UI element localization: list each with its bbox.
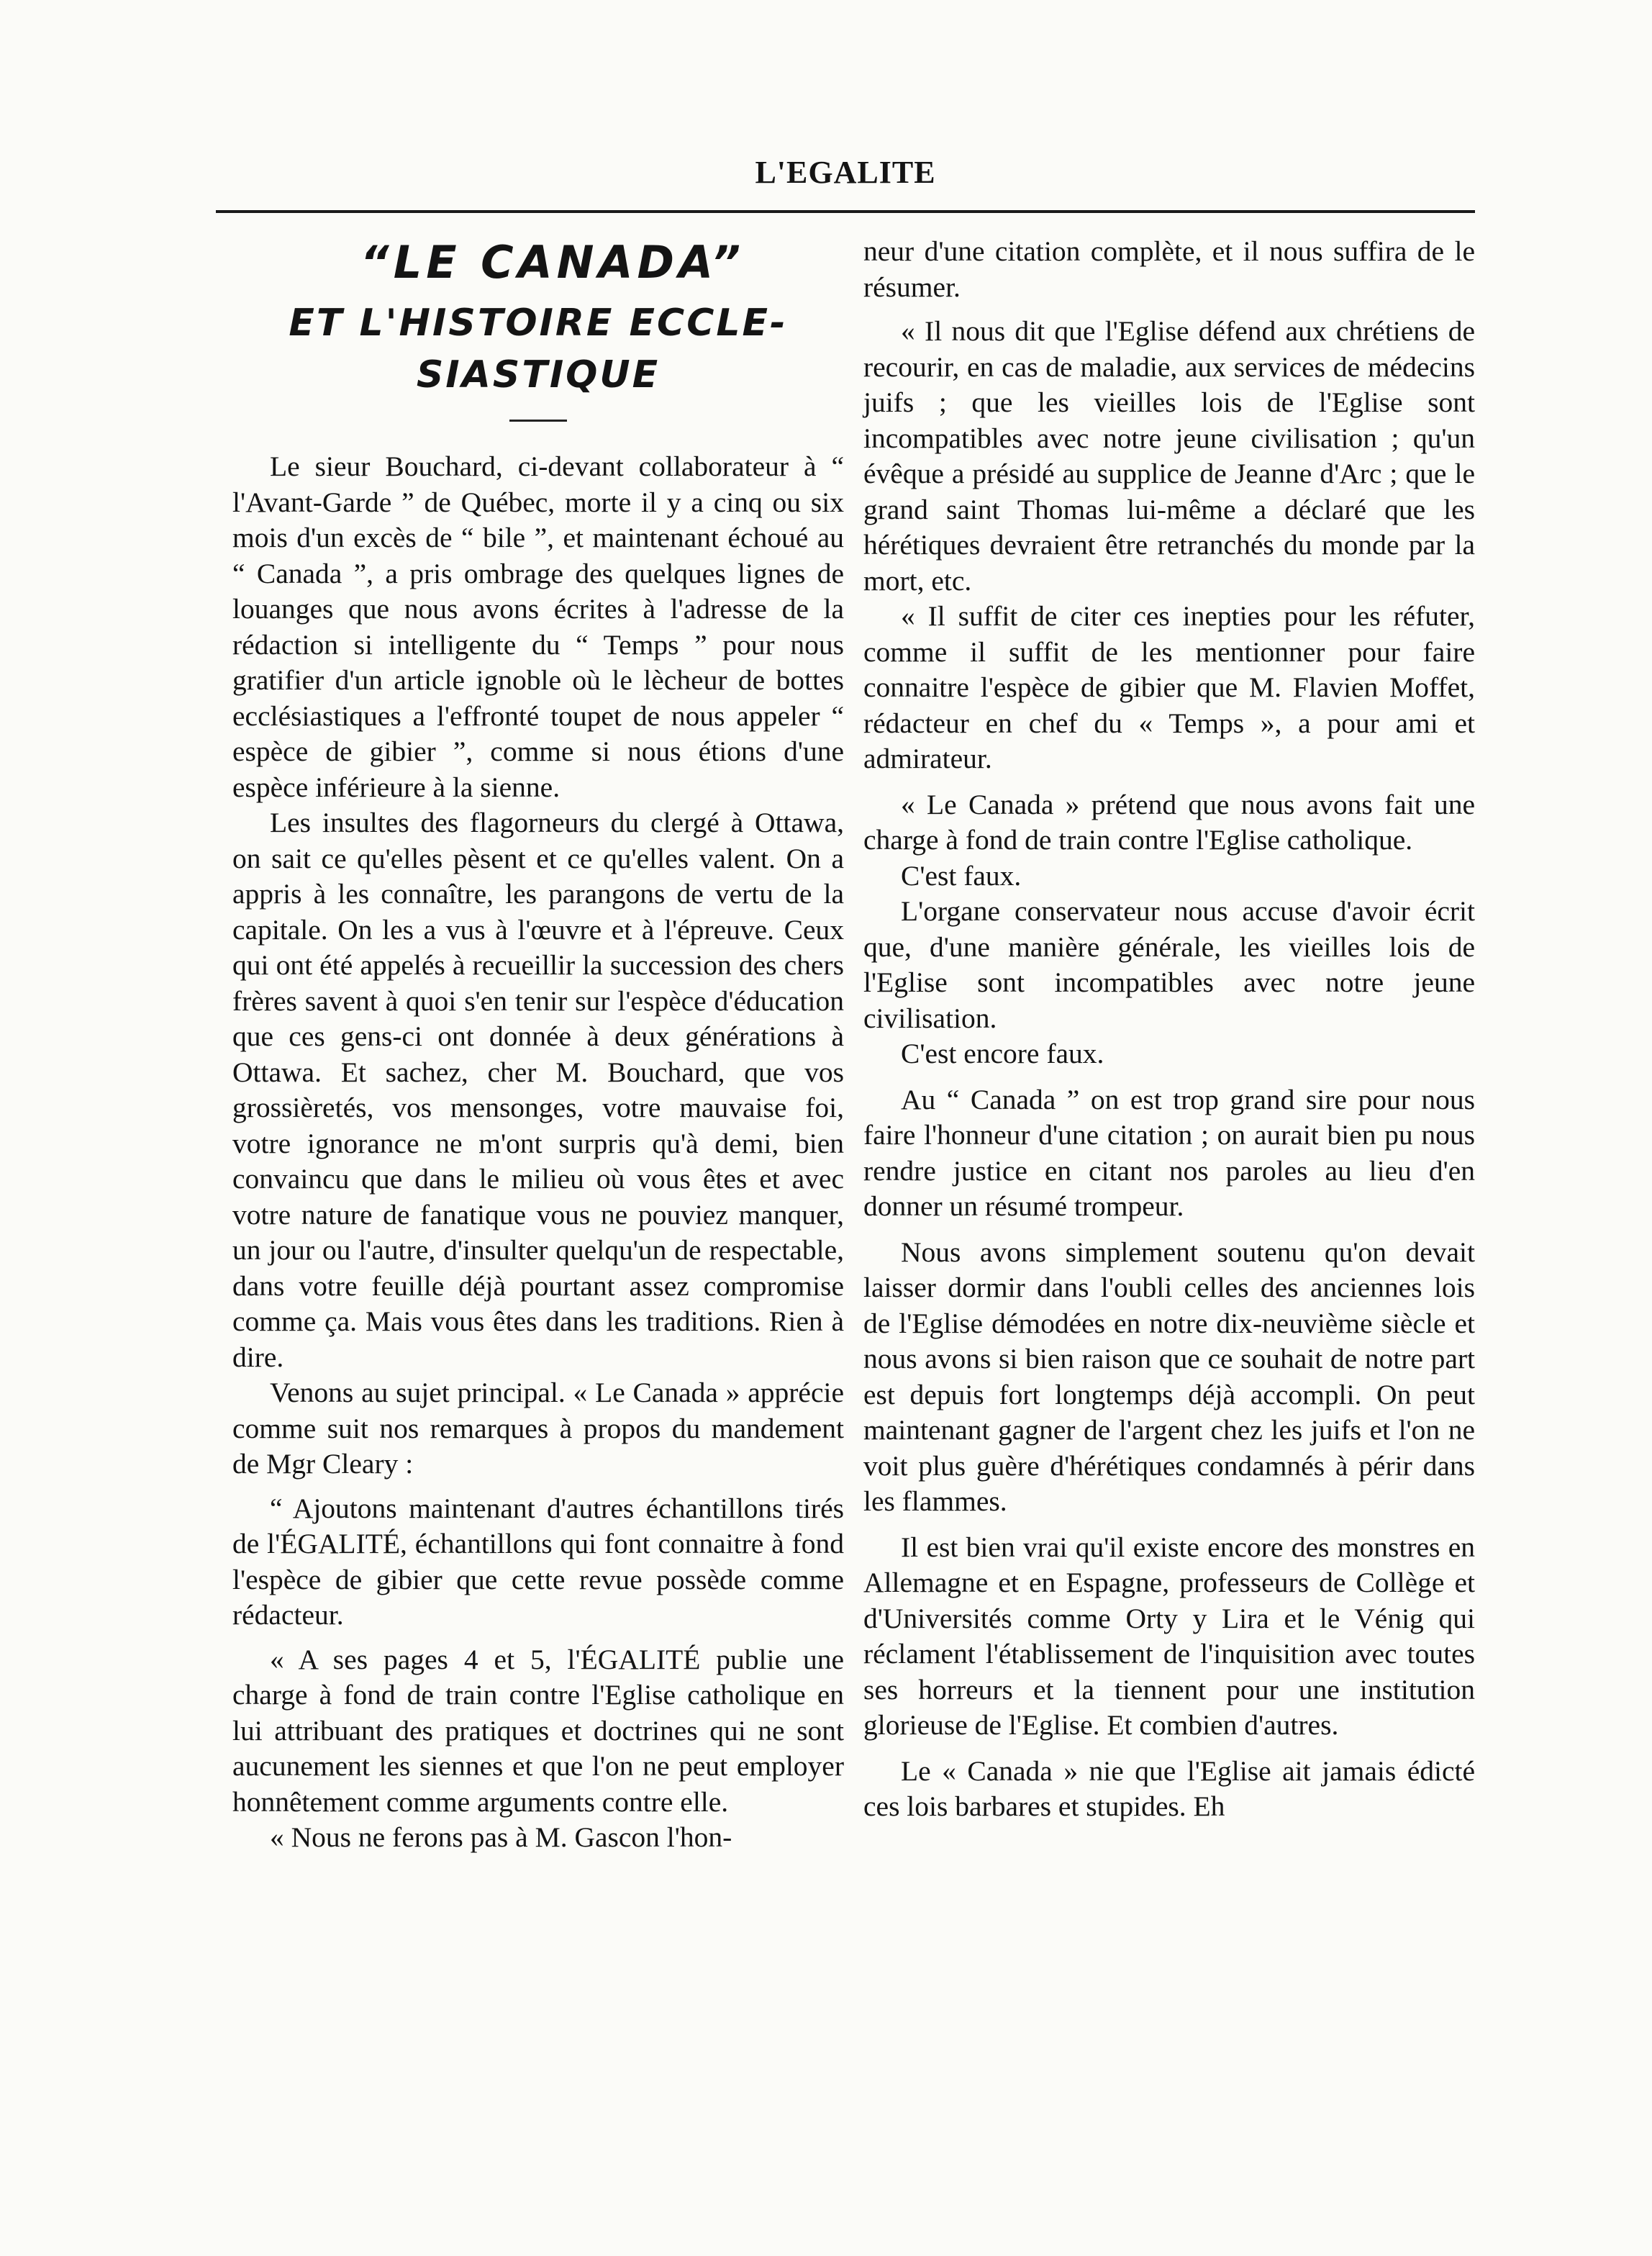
article-title-line-3: SIASTIQUE <box>416 353 661 397</box>
paragraph: C'est faux. <box>901 859 1022 892</box>
paragraph: « Le Canada » prétend que nous avons fait une charge à fond de train contre l'Eglise catholique. <box>863 788 1475 856</box>
title-rule <box>509 420 567 422</box>
article-title-line-2: ET L'HISTOIRE ECCLE- <box>289 302 788 345</box>
paragraph: Nous avons simplement soutenu qu'on devait laisser dormir dans l'oubli celles des anciennes lois de l'Eglise démodées en notre dix-neuvième siècle et nous avons si bien raison que ce souhait de notre part est depuis fort longtemps déjà accompli. On peut maintenant gagner de l'argent chez les juifs et l'on ne voit plus guère d'hérétiques condamnés à périr dans les flammes. <box>863 1236 1475 1517</box>
quoted-paragraph: « Il nous dit que l'Eglise défend aux chrétiens de recourir, en cas de maladie, aux services de médecins juifs ; que les vieilles lois de l'Eglise sont incompatibles avec notre jeune civilisation ; qu'un évêque a présidé au supplice de Jeanne d'Arc ; que le grand saint Thomas lui-même a déclaré que les hérétiques devraient être retranchés du monde par la mort, etc. <box>863 315 1475 597</box>
quoted-paragraph: “ Ajoutons maintenant d'autres échantillons tirés de l'ÉGALITÉ, échantillons qui font connaitre à fond l'espèce de gibier que cette revue possède comme rédacteur. <box>232 1492 844 1631</box>
quoted-paragraph: « Il suffit de citer ces inepties pour les réfuter, comme il suffit de les mentionner pour faire connaitre l'espèce de gibier que M. Flavien Moffet, rédacteur en chef du « Temps », a pour ami et admirateur. <box>863 600 1475 774</box>
header-rule <box>216 210 1475 213</box>
right-column <box>863 234 1475 1825</box>
paragraph: Venons au sujet principal. « Le Canada » apprécie comme suit nos remarques à propos du mandement de Mgr Cleary : <box>232 1377 844 1480</box>
paragraph-continuation: neur d'une citation complète, et il nous suffira de le résumer. <box>863 235 1475 303</box>
paragraph: Les insultes des flagorneurs du clergé à Ottawa, on sait ce qu'elles pèsent et ce qu'elles valent. On a appris à les connaître, les parangons de vertu de la capitale. On les a vus à l'œuvre et à l'épreuve. Ceux qui ont été appelés à recueillir la succession des chers frères savent à quoi s'en tenir sur l'espèce d'éducation que ces gens-ci ont donnée à deux générations à Ottawa. Et sachez, cher M. Bouchard, que vos grossièretés, vos mensonges, votre mauvaise foi, votre ignorance ne m'ont surpris qu'à demi, bien convaincu que dans le milieu où vous êtes et avec votre nature de fanatique vous ne pouviez manquer, un jour ou l'autre, d'insulter quelqu'un de respectable, dans votre feuille déjà pourtant assez compromise comme ça. Mais vous êtes dans les traditions. Rien à dire. <box>232 807 844 1373</box>
paragraph: Le sieur Bouchard, ci-devant collaborateur à “ l'Avant-Garde ” de Québec, morte il y a cinq ou six mois d'un excès de “ bile ”, et maintenant échoué au “ Canada ”, a pris ombrage des quelques lignes de louanges que nous avons écrites à l'adresse de la rédaction si intelligente du “ Temps ” pour nous gratifier d'un article ignoble où le lècheur de bottes ecclésiastiques a l'effronté toupet de nous appeler “ espèce de gibier ”, comme si nous étions d'une espèce inférieure à la sienne. <box>232 450 844 803</box>
paragraph: C'est encore faux. <box>901 1038 1104 1069</box>
article-title-line-1: “LE CANADA” <box>360 236 745 289</box>
paragraph: Au “ Canada ” on est trop grand sire pour nous faire l'honneur d'une citation ; on aurait bien pu nous rendre justice en citant nos paroles au lieu d'en donner un résumé trompeur. <box>863 1083 1475 1222</box>
quoted-paragraph: « Nous ne ferons pas à M. Gascon l'hon- <box>270 1821 732 1853</box>
left-column <box>232 234 844 1856</box>
paragraph: Il est bien vrai qu'il existe encore des monstres en Allemagne et en Espagne, professeurs de Collège et d'Universités comme Orty y Lira et le Vénig qui réclament l'établissement de l'inquisition avec toutes ses horreurs et la tiennent pour une institution glorieuse de l'Eglise. Et combien d'autres. <box>863 1531 1475 1741</box>
quoted-paragraph: « A ses pages 4 et 5, l'ÉGALITÉ publie une charge à fond de train contre l'Eglise catholique en lui attribuant des pratiques et doctrines qui ne sont aucunement les siennes et que l'on ne peut employer honnêtement comme arguments contre elle. <box>232 1643 844 1818</box>
paragraph: L'organe conservateur nous accuse d'avoir écrit que, d'une manière générale, les vieilles lois de l'Eglise sont incompatibles avec notre jeune civilisation. <box>863 895 1475 1034</box>
running-head: L'EGALITE <box>755 155 936 190</box>
paragraph: Le « Canada » nie que l'Eglise ait jamais édicté ces lois barbares et stupides. Eh <box>863 1754 1475 1822</box>
